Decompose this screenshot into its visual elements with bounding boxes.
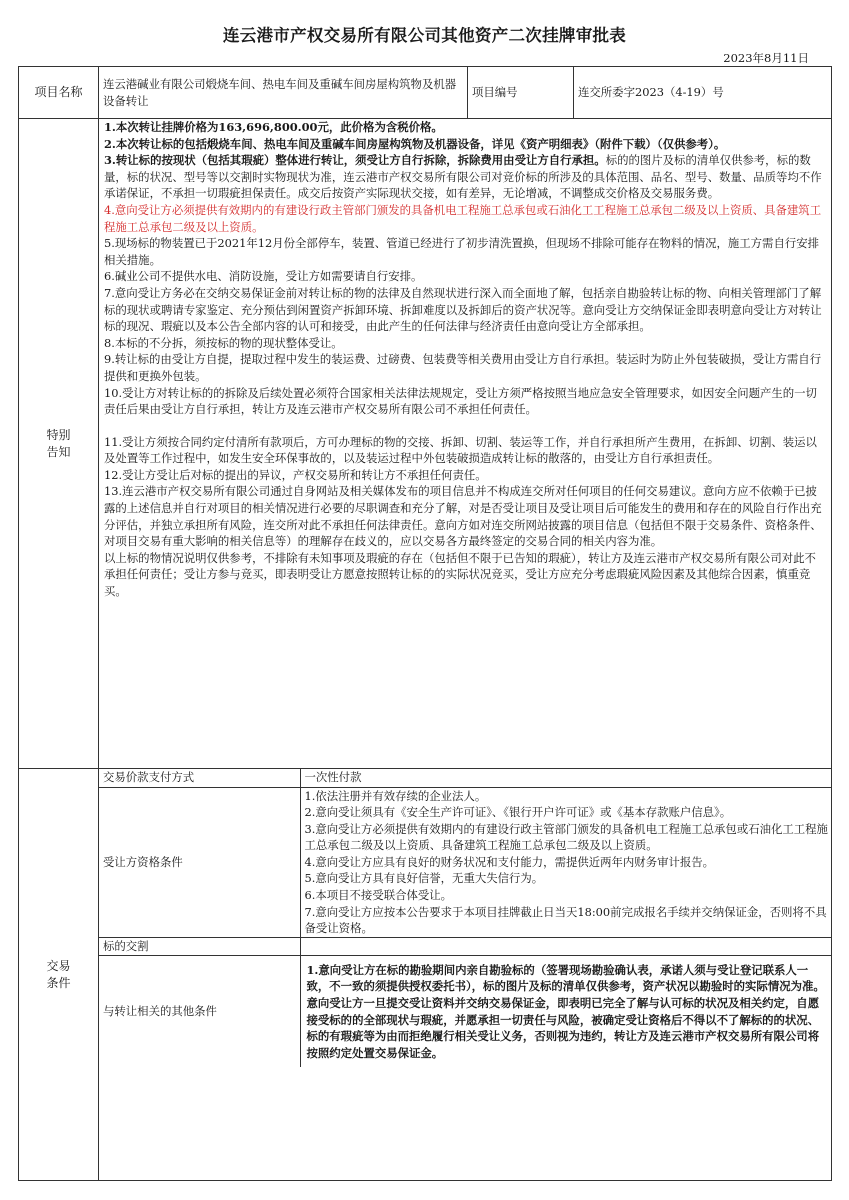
document-date: 2023年8月11日 xyxy=(723,51,809,65)
qualification-list xyxy=(300,787,832,937)
notice-item-11: 11.受让方须按合同约定付清所有款项后，方可办理标的物的交接、拆卸、切割、装运等工作，并自行承担所产生费用，在拆卸、切割、装运以及处置等工作过程中，如发生安全环保事故的，以及装运过程中外包装破损造成转让标的散落的，由受让方自行承担责任。 xyxy=(104,434,817,466)
notice-closing: 以上标的物情况说明仅供参考，不排除有未知事项及瑕疵的存在（包括但不限于已告知的瑕疵），转让方及连云港市产权交易所有限公司对此不承担任何责任；受让方参与竞买，即表明受让方愿意按照转让标的的实际状况竞买，受让方应充分考虑瑕疵风险因素及其他综合因素，慎重竞买。 xyxy=(104,550,816,599)
trade-conditions-label-line1: 交易 xyxy=(46,958,71,973)
other-conditions-row xyxy=(99,955,832,1067)
special-notice-content xyxy=(99,119,832,769)
trade-conditions-table xyxy=(99,769,832,1067)
project-name-label: 项目名称 xyxy=(19,67,99,119)
trade-conditions-content xyxy=(99,769,832,1181)
special-notice-label xyxy=(19,119,99,769)
header-row xyxy=(19,67,832,119)
qualification-item: 7.意向受让方应按本公告要求于本项目挂牌截止日当天18:00前完成报名手续并交纳保证金，否则将不具备受让资格。 xyxy=(304,904,827,936)
other-conditions-label: 与转让相关的其他条件 xyxy=(99,955,300,1067)
project-no-value: 连交所委字2023（4-19）号 xyxy=(574,67,832,119)
qualification-row xyxy=(99,787,832,937)
notice-item-2: 2.本次转让标的包括煅烧车间、热电车间及重碱车间房屋构筑物及机器设备，详见《资产明细表》（附件下载）（仅供参考）。 xyxy=(104,136,726,151)
notice-item-3-bold: 3.转让标的按现状（包括其瑕疵）整体进行转让，须受让方自行拆除，拆除费用由受让方自行承担。 xyxy=(104,153,606,168)
notice-item-3-rest: 标的的图片及标的清单仅供参考，标的数量，标的状况、型号等以交割时实物现状为准，连云港市产权交易所有限公司对竞价标的所涉及的具体范围、品名、型号、数量、品质等均不作承诺保证，不承担一切瑕疵担保责任。成交后按资产实际现状交接，如有差异，无论增减，不调整成交价格及交易服务费。 xyxy=(104,153,822,201)
notice-item-12: 12.受让方受让后对标的提出的异议，产权交易所和转让方不承担任何责任。 xyxy=(104,467,487,482)
trade-conditions-label-line2: 条件 xyxy=(46,975,71,990)
qualification-item: 6.本项目不接受联合体受让。 xyxy=(304,888,453,903)
qualification-item: 4.意向受让方应具有良好的财务状况和支付能力，需提供近两年内财务审计报告。 xyxy=(304,854,715,869)
notice-item-10: 10.受让方对转让标的的拆除及后续处置必须符合国家相关法律法规规定，受让方须严格按照当地应急安全管理要求，如因安全问题产生的一切责任后果由受让方自行承担，转让方及连云港市产权交易所有限公司不承担任何责任。 xyxy=(104,385,817,417)
handover-row xyxy=(99,937,832,955)
notice-page-gap xyxy=(104,418,825,434)
trade-conditions-label xyxy=(19,769,99,1181)
notice-item-4: 4.意向受让方必须提供有效期内的有建设行政主管部门颁发的具备机电工程施工总承包或石油化工工程施工总承包二级及以上资质、具备建筑工程施工总承包二级及以上资质。 xyxy=(104,202,822,234)
notice-item-3 xyxy=(104,152,825,202)
qualification-item: 1.依法注册并有效存续的企业法人。 xyxy=(304,788,487,803)
project-no-label: 项目编号 xyxy=(468,67,574,119)
payment-row xyxy=(99,769,832,787)
qualification-item: 5.意向受让方具有良好信誉，无重大失信行为。 xyxy=(304,871,544,886)
special-notice-label-line2: 告知 xyxy=(46,444,71,459)
notice-item-7: 7.意向受让方务必在交纳交易保证金前对转让标的物的法律及自然现状进行深入而全面地了解，包括亲自勘验转让标的物、向相关管理部门了解标的现状或聘请专家鉴定、充分预估到闲置资产拆卸环境、拆卸难度以及拆卸后的资产状况等。意向受让方交纳保证金即表明意向受让方对转让标的现况、瑕疵以及本公告全部内容的认可和接受，由此产生的任何法律与经济责任由意向受让方全部承担。 xyxy=(104,285,822,334)
notice-item-1: 1.本次转让挂牌价格为163,696,800.00元，此价格为含税价格。 xyxy=(104,120,443,134)
qualification-item: 3.意向受让方必须提供有效期内的有建设行政主管部门颁发的具备机电工程施工总承包或石油化工工程施工总承包二级及以上资质、具备建筑工程施工总承包二级及以上资质。 xyxy=(304,821,828,853)
payment-value: 一次性付款 xyxy=(300,769,832,787)
handover-label: 标的交割 xyxy=(99,937,300,955)
trade-conditions-row xyxy=(19,769,832,1181)
approval-table xyxy=(18,66,832,1181)
payment-label: 交易价款支付方式 xyxy=(99,769,300,787)
special-notice-label-line1: 特别 xyxy=(46,427,71,442)
notice-item-13: 13.连云港市产权交易所有限公司通过自身网站及相关媒体发布的项目信息并不构成连交所对任何项目的任何交易建议。意向方应不依赖于已披露的上述信息并自行对项目的相关情况进行必要的尽职调查和充分了解，对是否受让项目及受让项目后可能发生的费用和存在的风险自行作出充分评估，并独立承担所有风险，连交所对此不承担任何法律责任。意向方如对连交所网站披露的项目信息（包括但不限于交易条件、资格条件、对项目交易有重大影响的相关信息等）的理解存在歧义的，应以交易各方最终签定的交易合同的相关内容为准。 xyxy=(104,484,822,549)
project-name-value: 连云港碱业有限公司煅烧车间、热电车间及重碱车间房屋构筑物及机器设备转让 xyxy=(99,67,468,119)
notice-item-8: 8.本标的不分拆，须按标的物的现状整体受让。 xyxy=(104,335,343,350)
handover-value xyxy=(300,937,832,955)
other-conditions-value: 1.意向受让方在标的勘验期间内亲自勘验标的（签署现场勘验确认表，承诺人须与受让登记联系人一致，不一致的须提供授权委托书），标的图片及标的清单仅供参考，资产状况以勘验时的实际情况为准。意向受让方一旦提交受让资料并交纳交易保证金，即表明已完全了解与认可标的状况及相关约定，自愿接受标的的全部现状与瑕疵，并愿承担一切责任与风险，被确定受让资格后不得以不了解标的的状况、标的有瑕疵等为由而拒绝履行相关受让义务，否则视为违约，转让方及连云港市产权交易所有限公司将按照约定处置交易保证金。 xyxy=(300,955,832,1067)
notice-item-6: 6.碱业公司不提供水电、消防设施，受让方如需要请自行安排。 xyxy=(104,269,423,284)
notice-item-9: 9.转让标的由受让方自提，提取过程中发生的装运费、过磅费、包装费等相关费用由受让方自行承担。装运时为防止外包装破损，受让方需自行提供和更换外包装。 xyxy=(104,352,822,383)
qualification-item: 2.意向受让须具有《安全生产许可证》、《银行开户许可证》或《基本存款账户信息》。 xyxy=(304,805,732,820)
notice-item-5: 5.现场标的物装置已于2021年12月份全部停车，装置、管道已经进行了初步清洗置换，但现场不排除可能存在物料的情况，施工方需自行安排相关措施。 xyxy=(104,236,820,267)
special-notice-row xyxy=(19,119,832,769)
document-title: 连云港市产权交易所有限公司其他资产二次挂牌审批表 xyxy=(222,26,627,45)
qualification-label: 受让方资格条件 xyxy=(99,787,300,937)
